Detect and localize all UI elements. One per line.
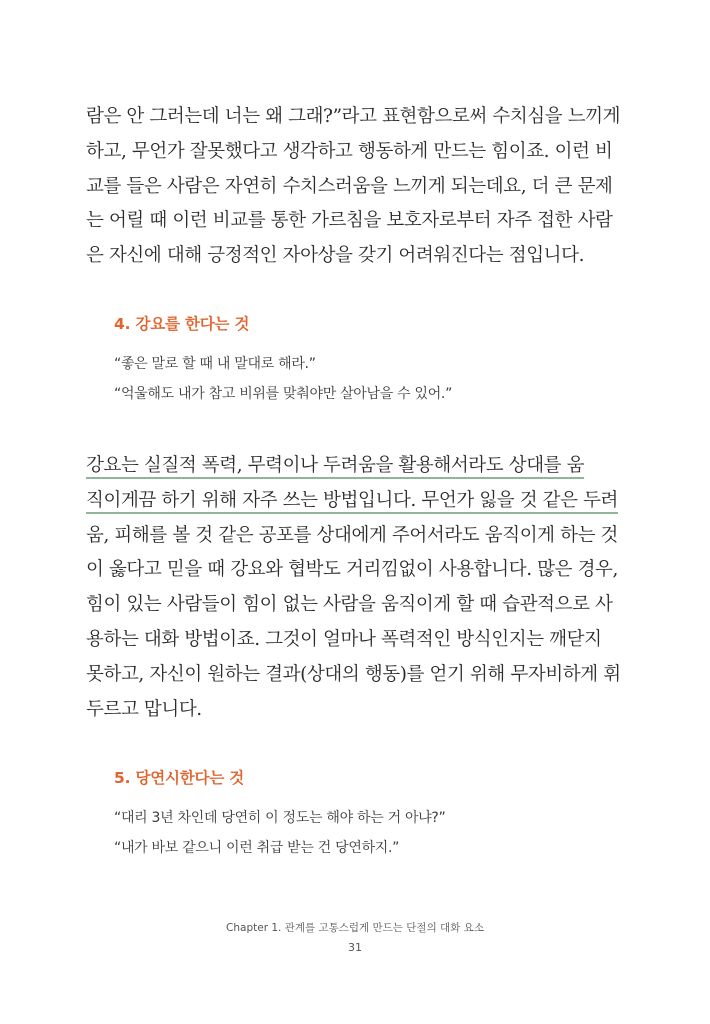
running-footer-chapter-title: Chapter 1. 관계를 고통스럽게 만드는 단절의 대화 요소 (226, 922, 484, 934)
paragraph-line: 용하는 대화 방법이죠. 그것이 얼마나 폭력적인 방식인지는 깨닫지 (86, 628, 602, 650)
example-quote: “내가 바보 같으니 이런 취급 받는 건 당연하지.” (114, 840, 400, 856)
paragraph-line: 교를 들은 사람은 자연히 수치스러움을 느끼게 되는데요, 더 큰 문제 (86, 175, 613, 197)
paragraph-line: 하고, 무언가 잘못했다고 생각하고 행동하게 만드는 힘이죠. 이런 비 (86, 140, 613, 162)
paragraph-line: 이 옳다고 믿을 때 강요와 협박도 거리낌없이 사용합니다. 많은 경우, (86, 559, 619, 581)
underlined-line: 직이게끔 하기 위해 자주 쓰는 방법입니다. 무언가 잃을 것 같은 두려 (86, 489, 619, 511)
underlined-line: 강요는 실질적 폭력, 무력이나 두려움을 활용해서라도 상대를 움 (86, 455, 585, 476)
paragraph-line: 못하고, 자신이 원하는 결과(상대의 행동)를 얻기 위해 무자비하게 휘 (86, 663, 621, 685)
paragraph-line: 두르고 맙니다. (86, 698, 202, 720)
paragraph-line: 힘이 있는 사람들이 힘이 없는 사람을 움직이게 할 때 습관적으로 사 (86, 594, 613, 616)
body-paragraph-comparison-ending (86, 100, 646, 274)
example-quote: “좋은 말로 할 때 내 말대로 해라.” (114, 356, 316, 372)
section-heading-taking-for-granted: 5. 당연시한다는 것 (114, 769, 245, 787)
example-quotes-coercion (114, 349, 634, 409)
example-quote: “억울해도 내가 참고 비위를 맞춰야만 살아남을 수 있어.” (114, 386, 453, 402)
section-heading-coercion: 4. 강요를 한다는 것 (114, 315, 250, 333)
example-quotes-taking-for-granted (114, 803, 634, 863)
paragraph-line: 움, 피해를 볼 것 같은 공포를 상대에게 주어서라도 움직이게 하는 것 (86, 524, 619, 546)
body-paragraph-coercion (86, 449, 646, 727)
paragraph-line: 은 자신에 대해 긍정적인 자아상을 갖기 어려워진다는 점입니다. (86, 245, 585, 267)
paragraph-line: 람은 안 그러는데 너는 왜 그래?”라고 표현함으로써 수치심을 느끼게 (86, 106, 621, 127)
page-number: 31 (348, 941, 362, 954)
paragraph-line: 는 어릴 때 이런 비교를 통한 가르침을 보호자로부터 자주 접한 사람 (86, 210, 613, 232)
example-quote: “대리 3년 차인데 당연히 이 정도는 해야 하는 거 아냐?” (114, 810, 446, 826)
